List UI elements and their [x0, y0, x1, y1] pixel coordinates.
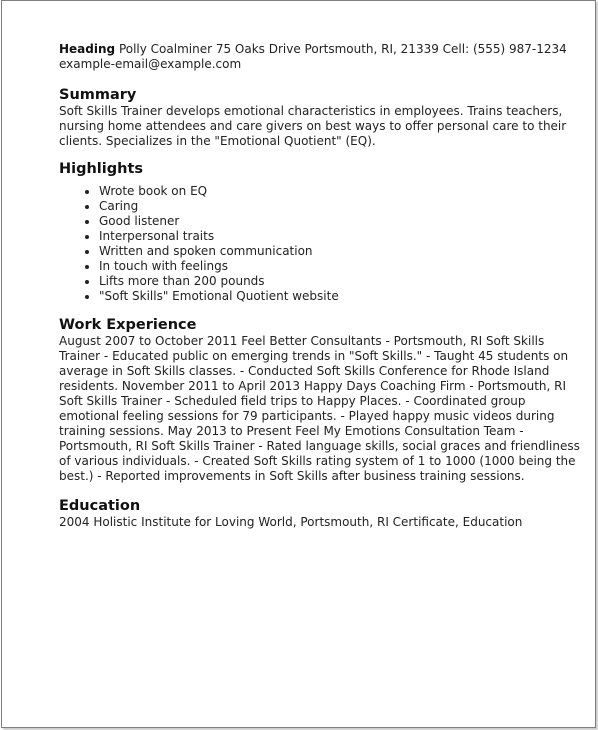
highlights-title: Highlights	[59, 161, 144, 177]
work-experience-title: Work Experience	[59, 317, 197, 333]
education-title: Education	[59, 498, 141, 514]
highlight-item: • Lifts more than 200 pounds	[99, 274, 589, 289]
education-text: 2004 Holistic Institute for Loving World, Portsmouth, RI Certificate, Education	[59, 515, 523, 529]
highlight-item: • Wrote book on EQ	[99, 184, 589, 199]
contact-heading-label: Heading	[59, 42, 116, 56]
highlight-item: • "Soft Skills" Emotional Quotient website	[99, 289, 589, 304]
highlights-list	[59, 184, 589, 304]
contact-details: Polly Coalminer 75 Oaks Drive Portsmouth, RI, 21339 Cell: (555) 987-1234 example-email@example.com	[59, 42, 567, 71]
work-experience-text: August 2007 to October 2011 Feel Better Consultants - Portsmouth, RI Soft Skills Trainer - Educated public on emerging trends in "Soft Skills." - Taught 45 students on average in Soft Skills classes. - Conducted Soft Skills Conference for Rhode Island residents. November 2011 to April 2013 Happy Days Coaching Firm - Portsmouth, RI Soft Skills Trainer - Scheduled field trips to Happy Places. - Coordinated group emotional feeling sessions for 79 participants. - Played happy music videos during training sessions. May 2013 to Present Feel My Emotions Consultation Team - Portsmouth, RI Soft Skills Trainer - Rated language skills, social graces and friendliness of various individuals. - Created Soft Skills rating system of 1 to 1000 (1000 being the best.) - Reported improvements in Soft Skills after business training sessions.	[59, 334, 580, 483]
highlight-item: • Caring	[99, 199, 589, 214]
summary-text: Soft Skills Trainer develops emotional characteristics in employees. Trains teachers, nursing home attendees and care givers on best ways to offer personal care to their clients. Specializes in the "Emotional Quotient" (EQ).	[59, 104, 567, 148]
highlight-item: • In touch with feelings	[99, 259, 589, 274]
highlight-item: • Interpersonal traits	[99, 229, 589, 244]
resume-page	[1, 0, 596, 728]
highlight-item: • Good listener	[99, 214, 589, 229]
highlight-item: • Written and spoken communication	[99, 244, 589, 259]
contact-heading	[59, 42, 589, 72]
summary-title: Summary	[59, 87, 137, 103]
